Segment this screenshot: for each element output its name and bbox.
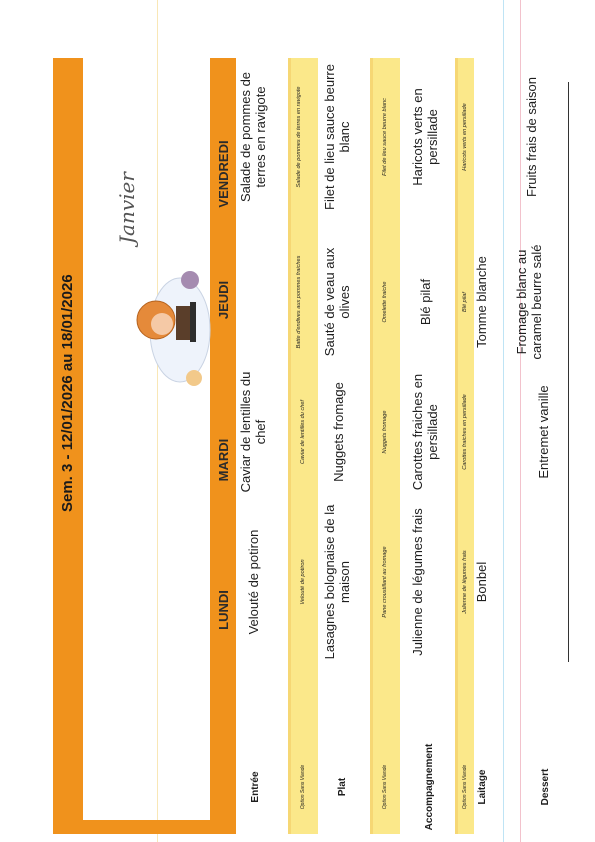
cell-accompagnement-jeudi: Blé pilaf	[418, 278, 433, 326]
day-vendredi: VENDREDI	[216, 140, 231, 208]
cell-plat-lundi: Lasagnes bolognaise de la maison	[322, 504, 352, 660]
cell-plat-option-jeudi: Omelette fraiche	[382, 281, 388, 323]
cell-entree-option-jeudi: Batte d'endives aux pommes fraiches	[296, 255, 302, 349]
row-label-plat-option: Option Sans Viande	[382, 764, 388, 810]
day-jeudi: JEUDI	[216, 280, 231, 320]
bottom-rule	[568, 82, 569, 662]
cell-accompagnement-option-vendredi: Haricots verts en persillade	[462, 103, 468, 171]
cell-plat-option-mardi: Nuggets fromage	[382, 410, 388, 454]
cell-plat-option-lundi: Pane croustillant au fromage	[382, 546, 388, 618]
cell-plat-option-vendredi: Filet de lieu sauce beurre blanc	[382, 98, 388, 176]
cell-entree-option-vendredi: Salade de pommes de terres en ravigote	[296, 86, 302, 188]
cell-accompagnement-lundi: Julienne de légumes frais	[410, 508, 425, 656]
row-label-accompagnement: Accompagnement	[424, 743, 435, 831]
cell-laitage-jeudi: Tomme blanche	[474, 256, 489, 348]
cell-laitage-lundi: Bonbel	[474, 561, 489, 603]
cell-dessert-jeudi: Fromage blanc au caramel beurre salé	[514, 244, 544, 360]
cell-accompagnement-mardi: Carottes fraiches en persillade	[410, 373, 440, 491]
cell-entree-option-lundi: Velouté de potiron	[300, 559, 306, 605]
day-mardi: MARDI	[216, 438, 231, 482]
cell-dessert-vendredi: Fruits frais de saison	[524, 77, 539, 197]
cell-plat-vendredi: Filet de lieu sauce beurre blanc	[322, 64, 352, 210]
cell-entree-vendredi: Salade de pommes de terres en ravigote	[238, 71, 268, 203]
day-lundi: LUNDI	[216, 590, 231, 630]
cell-accompagnement-vendredi: Haricots verts en persillade	[410, 88, 440, 186]
cell-accompagnement-option-lundi: Julienne de légumes frais	[462, 550, 468, 614]
cell-accompagnement-option-jeudi: Blé pilaf	[462, 292, 468, 312]
row-label-entree: Entrée	[250, 771, 261, 803]
cell-entree-lundi: Velouté de potiron	[246, 529, 261, 635]
row-label-accompagnement-option: Option Sans Viande	[462, 764, 468, 810]
scan-line-blue	[503, 0, 504, 842]
month-script: Janvier	[115, 172, 139, 244]
cell-plat-jeudi: Sauté de veau aux olives	[322, 247, 352, 357]
scan-line-pink	[520, 0, 521, 842]
row-label-plat: Plat	[337, 777, 348, 797]
cell-plat-mardi: Nuggets fromage	[331, 382, 346, 482]
frame-left-edge	[53, 820, 236, 834]
cell-entree-mardi: Caviar de lentilles du chef	[238, 371, 268, 493]
row-label-entree-option: Option Sans Viande	[300, 764, 306, 810]
week-title: Sem. 3 - 12/01/2026 au 18/01/2026	[59, 274, 76, 512]
row-label-laitage: Laitage	[477, 769, 488, 805]
child-illustration	[110, 252, 214, 402]
row-label-dessert: Dessert	[540, 768, 551, 806]
cell-entree-option-mardi: Caviar de lentilles du chef	[300, 399, 306, 465]
cell-accompagnement-option-mardi: Carottes fraiches en persillade	[462, 394, 468, 470]
scan-line-yellow	[157, 0, 158, 842]
cell-dessert-mardi: Entremet vanille	[536, 385, 551, 479]
